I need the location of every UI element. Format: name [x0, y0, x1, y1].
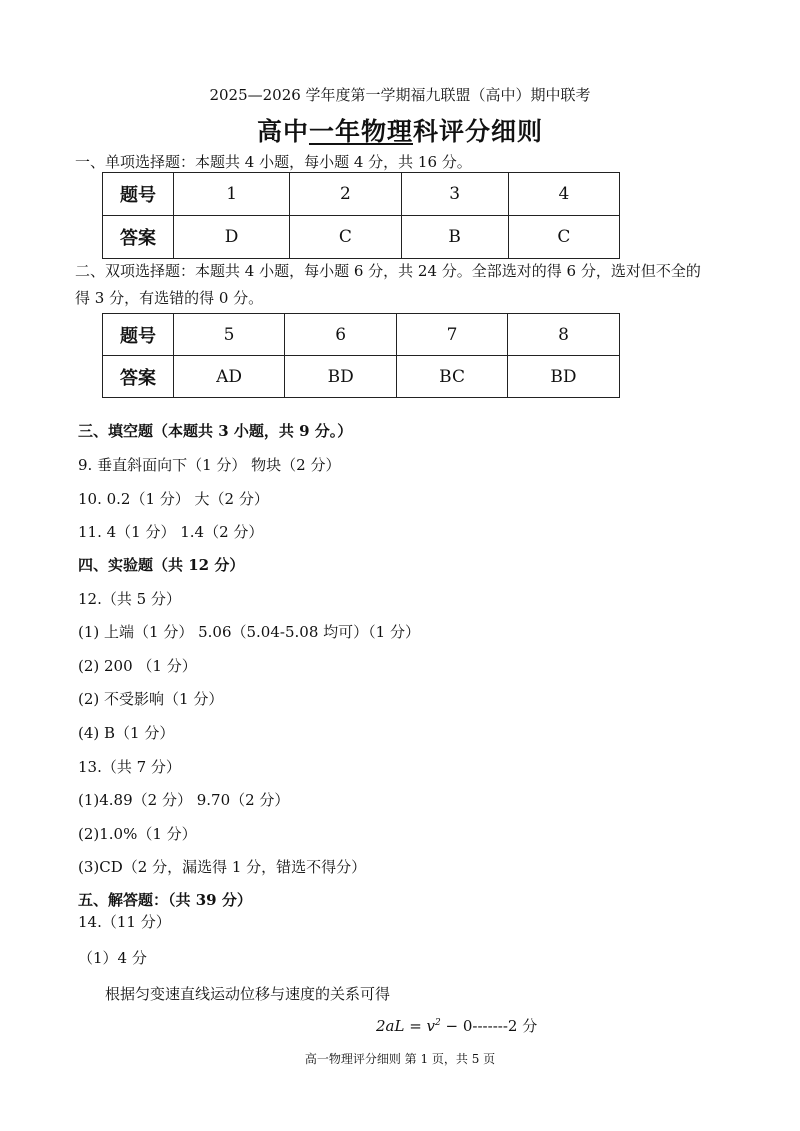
table-row [103, 356, 620, 398]
table-row [103, 314, 620, 356]
page-footer: 高一物理评分细则 第 1 页，共 5 页 [304, 1052, 496, 1066]
section3-heading: 三、填空题（本题共 3 小题，共 9 分。） [78, 422, 353, 440]
section2-heading-line2: 得 3 分，有选错的得 0 分。 [75, 289, 264, 307]
experiment-line: 13.（共 7 分） [78, 758, 181, 776]
title-part-2: 科评分细则 [413, 117, 544, 146]
question-number: 3 [401, 173, 508, 216]
section2-answer-table [102, 313, 620, 398]
answer-cell: BC [397, 356, 508, 398]
answer-cell: C [290, 216, 401, 259]
row-label-number: 题号 [103, 173, 174, 216]
section5-heading: 五、解答题：（共 39 分） [78, 891, 252, 909]
section4-heading: 四、实验题（共 12 分） [78, 556, 245, 574]
table-row [103, 173, 620, 216]
fill-answer-9: 9. 垂直斜面向下（1 分） 物块（2 分） [78, 456, 341, 474]
formula-exponent: 2 [435, 1018, 441, 1028]
section1-heading: 一、单项选择题：本题共 4 小题，每小题 4 分，共 16 分。 [75, 153, 472, 171]
experiment-line: (1) 上端（1 分） 5.06（5.04-5.08 均可）（1 分） [78, 623, 420, 641]
formula-lhs: 2aL = v [376, 1017, 436, 1035]
page-title [0, 112, 800, 148]
solution-text: 根据匀变速直线运动位移与速度的关系可得 [105, 985, 391, 1003]
title-part-1: 高中 [256, 117, 309, 146]
experiment-line: (2) 200 （1 分） [78, 657, 197, 675]
fill-answer-10: 10. 0.2（1 分） 大（2 分） [78, 490, 269, 508]
answer-cell: B [401, 216, 508, 259]
experiment-line: 12.（共 5 分） [78, 590, 181, 608]
formula [376, 1015, 537, 1036]
answer-cell: C [508, 216, 619, 259]
experiment-line: (1)4.89（2 分） 9.70（2 分） [78, 791, 290, 809]
answer-cell: AD [174, 356, 285, 398]
question-number: 6 [285, 314, 397, 356]
question-number: 5 [174, 314, 285, 356]
answer-cell: D [174, 216, 290, 259]
question-14-label: 14.（11 分） [78, 913, 171, 931]
formula-rhs: − 0 [440, 1017, 473, 1035]
experiment-line: (3)CD（2 分，漏选得 1 分，错选不得分） [78, 858, 367, 876]
experiment-line: (2)1.0%（1 分） [78, 825, 197, 843]
answer-cell: BD [285, 356, 397, 398]
row-label-answer: 答案 [103, 356, 174, 398]
section1-answer-table [102, 172, 620, 259]
table-row [103, 216, 620, 259]
section2-heading-line1: 二、双项选择题：本题共 4 小题，每小题 6 分，共 24 分。全部选对的得 6 分，选对但不全的 [75, 262, 701, 280]
row-label-number: 题号 [103, 314, 174, 356]
question-number: 7 [397, 314, 508, 356]
title-underlined-part: 一年物理 [308, 117, 413, 146]
formula-score: -------2 分 [472, 1017, 538, 1035]
question-number: 4 [508, 173, 619, 216]
part-1-label: （1）4 分 [78, 949, 147, 967]
answer-cell: BD [507, 356, 619, 398]
experiment-line: (2) 不受影响（1 分） [78, 690, 224, 708]
question-number: 2 [290, 173, 401, 216]
question-number: 1 [174, 173, 290, 216]
question-number: 8 [507, 314, 619, 356]
exam-subtitle: 2025—2026 学年度第一学期福九联盟（高中）期中联考 [209, 86, 591, 104]
experiment-line: (4) B（1 分） [78, 724, 175, 742]
fill-answer-11: 11. 4（1 分） 1.4（2 分） [78, 523, 264, 541]
row-label-answer: 答案 [103, 216, 174, 259]
